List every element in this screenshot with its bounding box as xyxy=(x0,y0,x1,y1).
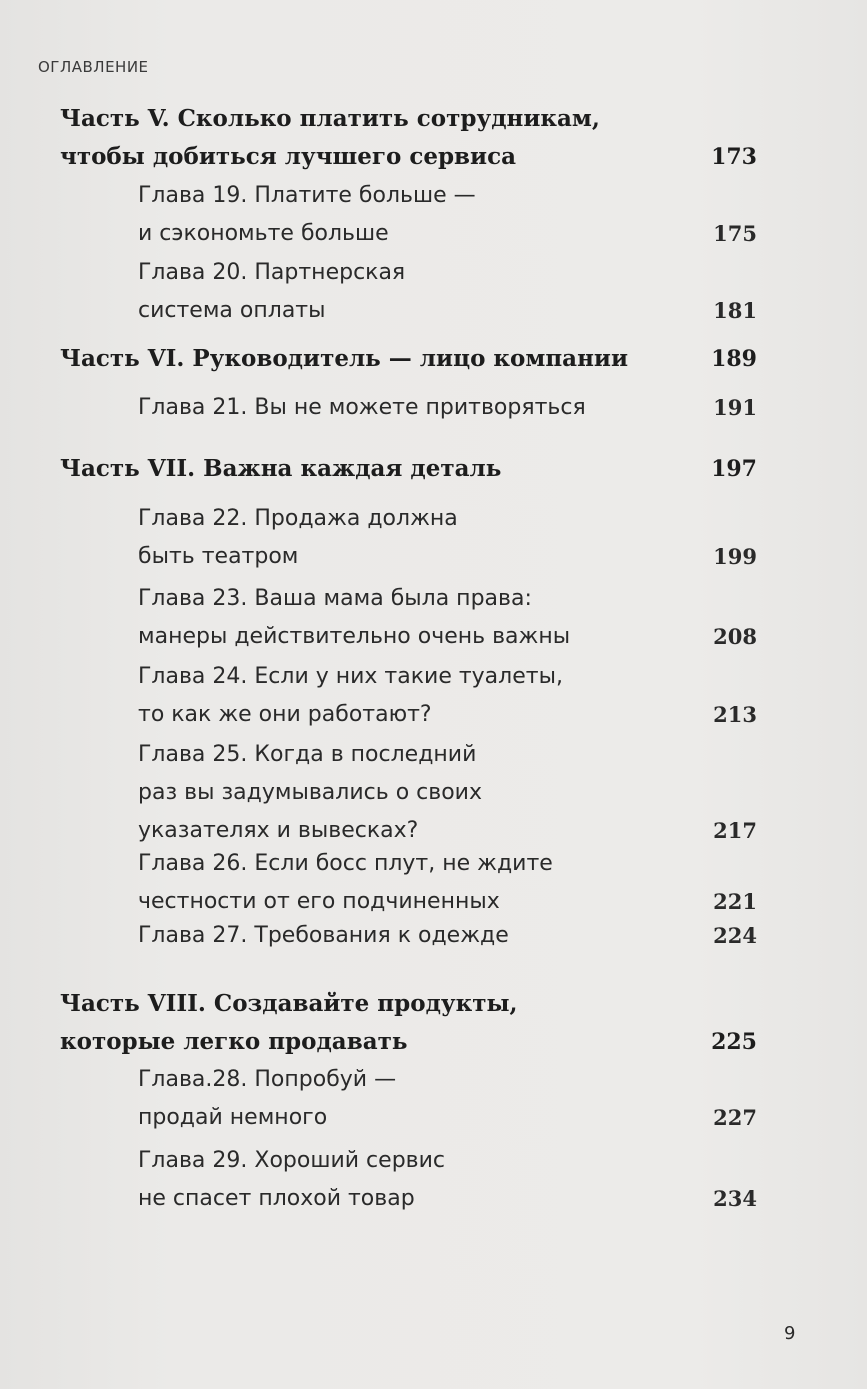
toc-chapter-title: Глава 24. Если у них такие туалеты, то как же они работают? xyxy=(138,664,563,727)
toc-page-number: 217 xyxy=(713,818,757,843)
toc-chapter-title: Глава 29. Хороший сервис не спасет плохой товар xyxy=(138,1148,446,1211)
toc-chapter-title: Глава 21. Вы не можете притворяться xyxy=(138,395,586,420)
toc-page-number: 208 xyxy=(713,624,757,649)
toc-chapter-title: Глава 22. Продажа должна быть театром xyxy=(138,506,458,569)
toc-page-number: 173 xyxy=(711,144,757,170)
toc-chapter-title: Глава 19. Платите больше — и сэкономьте больше xyxy=(138,183,476,246)
toc-page-number: 225 xyxy=(711,1029,757,1055)
toc-page-number: 234 xyxy=(713,1186,757,1211)
toc-page-number: 197 xyxy=(711,456,757,482)
toc-page-number: 224 xyxy=(713,923,757,948)
toc-part-title: Часть VI. Руководитель — лицо компании xyxy=(60,345,629,372)
toc-chapter-title: Глава 27. Требования к одежде xyxy=(138,923,509,948)
toc-page-number: 181 xyxy=(713,298,757,323)
toc-page-number: 175 xyxy=(713,221,757,246)
toc-part-title: Часть VIII. Создавайте продукты, которые легко продавать xyxy=(60,990,518,1055)
toc-part-title: Часть V. Сколько платить сотрудникам, чтобы добиться лучшего сервиса xyxy=(60,105,600,170)
running-head: ОГЛАВЛЕНИЕ xyxy=(38,58,149,76)
toc-page-number: 221 xyxy=(713,889,757,914)
toc-page-number: 189 xyxy=(711,346,757,372)
page-number: 9 xyxy=(784,1323,796,1344)
toc-chapter-title: Глава 20. Партнерская система оплаты xyxy=(138,260,406,323)
toc-chapter-title: Глава 26. Если босс плут, не ждите честности от его подчиненных xyxy=(138,851,553,914)
toc-page-number: 199 xyxy=(713,544,757,569)
toc-page-number: 191 xyxy=(713,395,757,420)
toc-chapter-title: Глава 23. Ваша мама была права: манеры действительно очень важны xyxy=(138,586,571,649)
toc-page-number: 227 xyxy=(713,1105,757,1130)
toc-part-title: Часть VII. Важна каждая деталь xyxy=(60,455,502,482)
toc-chapter-title: Глава.28. Попробуй — продай немного xyxy=(138,1067,397,1130)
toc-page-number: 213 xyxy=(713,702,757,727)
toc-chapter-title: Глава 25. Когда в последний раз вы задумывались о своих указателях и вывесках? xyxy=(138,742,482,843)
